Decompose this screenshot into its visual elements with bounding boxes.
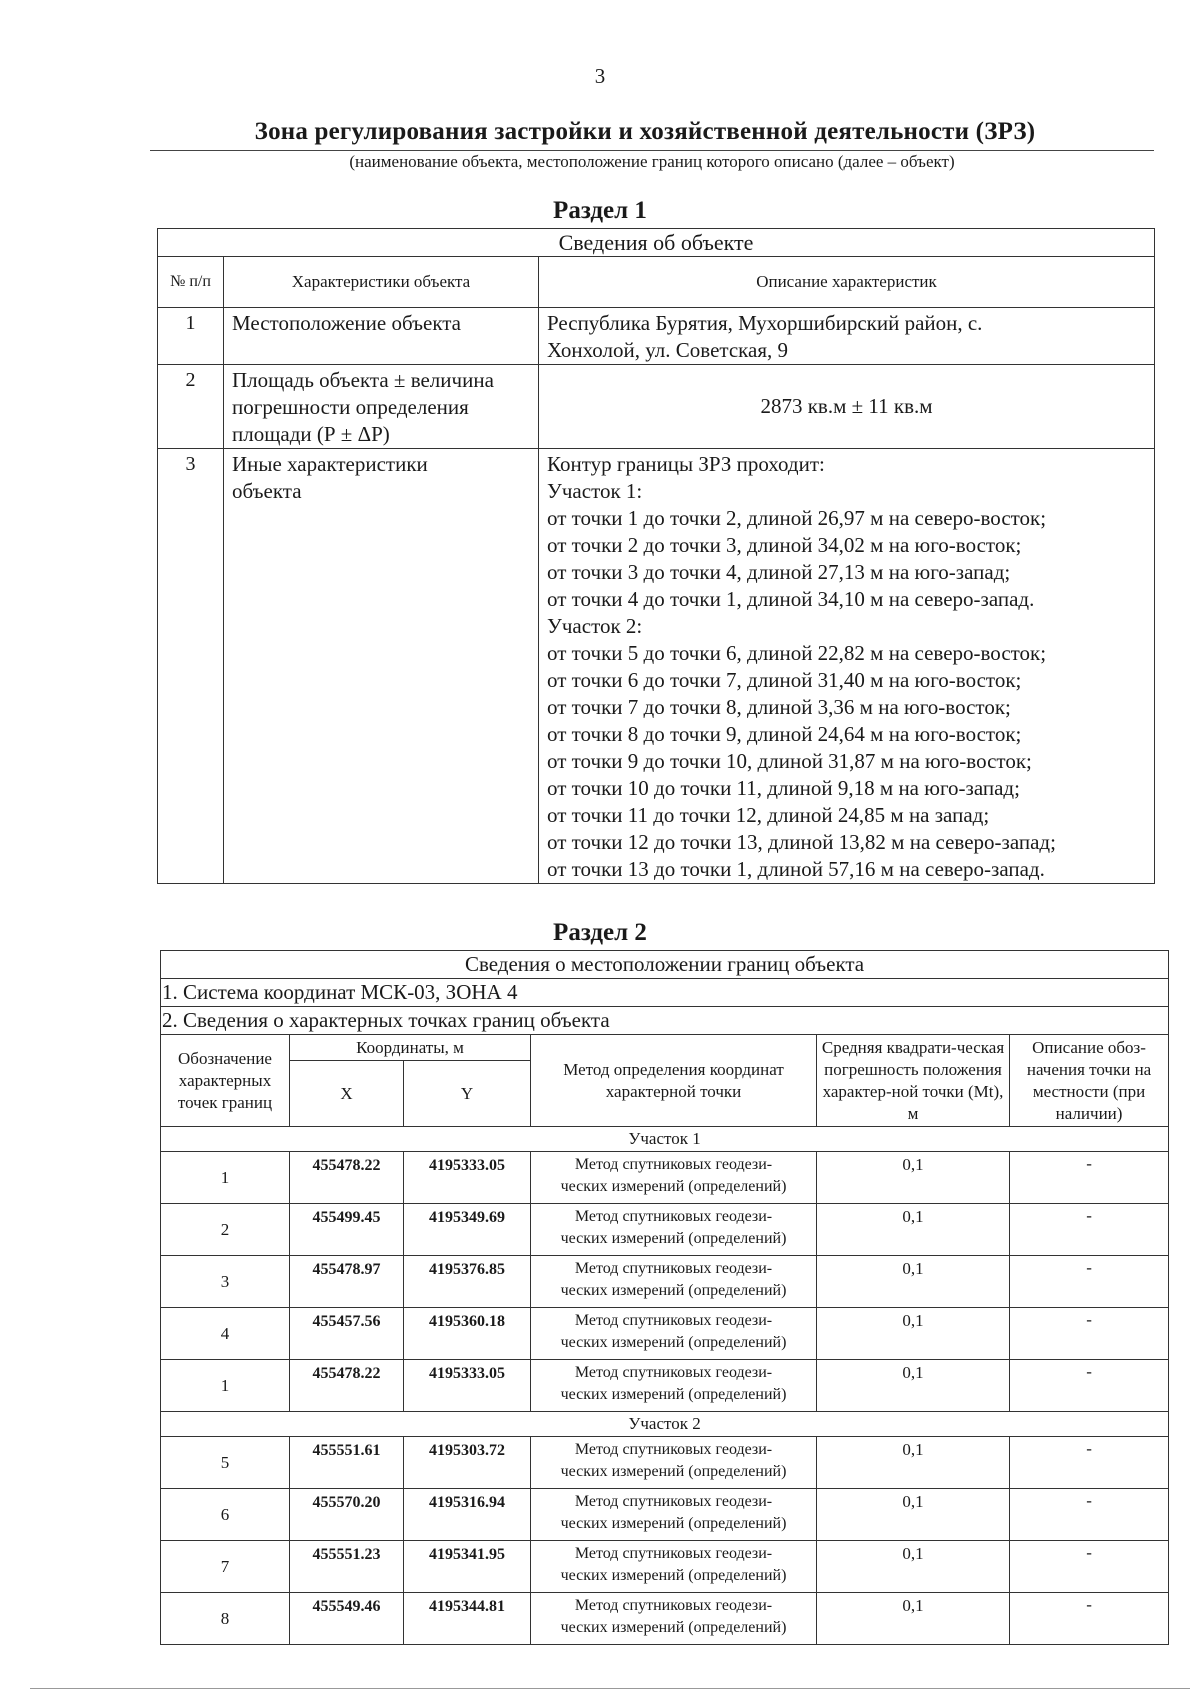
description-line: от точки 9 до точки 10, длиной 31,87 м на юго-восток; — [547, 749, 1032, 773]
table-row — [161, 1152, 1169, 1204]
table-row — [161, 1360, 1169, 1412]
method-line: ческих измерений (определений) — [560, 1463, 787, 1480]
row-description — [539, 308, 1155, 365]
coord-y: 4195344.81 — [404, 1593, 531, 1645]
point-id: 1 — [161, 1152, 290, 1204]
table-row — [161, 1256, 1169, 1308]
method-line: ческих измерений (определений) — [560, 1386, 787, 1403]
error-value: 0,1 — [817, 1593, 1010, 1645]
header-coordinates: Координаты, м — [290, 1035, 531, 1061]
method-cell — [531, 1204, 817, 1256]
error-value: 0,1 — [817, 1256, 1010, 1308]
method-cell — [531, 1256, 817, 1308]
marking-value: - — [1010, 1593, 1169, 1645]
header-designation: Обозначение характерных точек границ — [161, 1035, 290, 1127]
coord-x: 455499.45 — [290, 1204, 404, 1256]
coord-y: 4195360.18 — [404, 1308, 531, 1360]
method-cell — [531, 1593, 817, 1645]
row-characteristic — [224, 449, 539, 884]
table-row — [161, 1308, 1169, 1360]
method-line: Метод спутниковых геодези- — [574, 1208, 773, 1225]
description-line: от точки 4 до точки 1, длиной 34,10 м на северо-запад. — [547, 587, 1035, 611]
marking-value: - — [1010, 1489, 1169, 1541]
error-value: 0,1 — [817, 1360, 1010, 1412]
method-line: ческих измерений (определений) — [560, 1178, 787, 1195]
description-line: Хонхолой, ул. Советская, 9 — [547, 338, 789, 362]
characteristic-line: объекта — [232, 479, 302, 503]
marking-value: - — [1010, 1256, 1169, 1308]
coord-x: 455478.22 — [290, 1152, 404, 1204]
header-error: Средняя квадрати-ческая погрешность положения характер-ной точки (Mt), м — [817, 1035, 1010, 1127]
method-line: ческих измерений (определений) — [560, 1619, 787, 1636]
header-description: Описание характеристик — [539, 257, 1155, 308]
group-row — [161, 1412, 1169, 1437]
marking-value: - — [1010, 1308, 1169, 1360]
points-title: 2. Сведения о характерных точках границ объекта — [161, 1007, 1169, 1035]
description-line: от точки 10 до точки 11, длиной 9,18 м на юго-запад; — [547, 776, 1020, 800]
description-line: от точки 6 до точки 7, длиной 31,40 м на юго-восток; — [547, 668, 1022, 692]
section1-heading: Раздел 1 — [553, 197, 647, 224]
error-value: 0,1 — [817, 1308, 1010, 1360]
coord-x: 455549.46 — [290, 1593, 404, 1645]
description-line: от точки 2 до точки 3, длиной 34,02 м на юго-восток; — [547, 533, 1022, 557]
coord-y: 4195333.05 — [404, 1152, 531, 1204]
method-line: Метод спутниковых геодези- — [574, 1441, 773, 1458]
marking-value: - — [1010, 1204, 1169, 1256]
table-row — [161, 1541, 1169, 1593]
description-line: от точки 8 до точки 9, длиной 24,64 м на юго-восток; — [547, 722, 1022, 746]
header-y: Y — [404, 1061, 531, 1127]
location-band: Сведения о местоположении границ объекта — [161, 951, 1169, 979]
document-subtitle: (наименование объекта, местоположение границ которого описано (далее – объект) — [349, 152, 955, 171]
coord-x: 455551.61 — [290, 1437, 404, 1489]
method-line: Метод спутниковых геодези- — [574, 1597, 773, 1614]
method-line: ческих измерений (определений) — [560, 1282, 787, 1299]
description-line: от точки 3 до точки 4, длиной 27,13 м на юго-запад; — [547, 560, 1011, 584]
characteristic-line: площади (Р ± ΔР) — [232, 422, 390, 446]
row-num: 1 — [158, 308, 224, 365]
error-value: 0,1 — [817, 1541, 1010, 1593]
description-line: Участок 1: — [547, 479, 643, 503]
error-value: 0,1 — [817, 1489, 1010, 1541]
marking-value: - — [1010, 1152, 1169, 1204]
page-number: 3 — [594, 64, 606, 88]
point-id: 3 — [161, 1256, 290, 1308]
point-id: 6 — [161, 1489, 290, 1541]
method-line: Метод спутниковых геодези- — [574, 1156, 773, 1173]
method-cell — [531, 1360, 817, 1412]
point-id: 8 — [161, 1593, 290, 1645]
description-line: от точки 11 до точки 12, длиной 24,85 м на запад; — [547, 803, 990, 827]
row-num: 2 — [158, 365, 224, 449]
marking-value: - — [1010, 1437, 1169, 1489]
characteristic-line: Площадь объекта ± величина — [232, 368, 494, 392]
error-value: 0,1 — [817, 1152, 1010, 1204]
row-characteristic — [224, 365, 539, 449]
boundary-points-table — [160, 950, 1169, 1645]
coord-y: 4195349.69 — [404, 1204, 531, 1256]
coord-y: 4195376.85 — [404, 1256, 531, 1308]
characteristic-line: Иные характеристики — [232, 452, 428, 476]
coord-x: 455570.20 — [290, 1489, 404, 1541]
coord-y: 4195333.05 — [404, 1360, 531, 1412]
section2-heading: Раздел 2 — [553, 919, 647, 946]
point-id: 5 — [161, 1437, 290, 1489]
table-row — [161, 1437, 1169, 1489]
row-characteristic: Местоположение объекта — [224, 308, 539, 365]
header-characteristic: Характеристики объекта — [224, 257, 539, 308]
header-num — [158, 257, 224, 308]
description-line: Контур границы ЗРЗ проходит: — [547, 452, 825, 476]
method-line: Метод спутниковых геодези- — [574, 1312, 773, 1329]
group-label: Участок 2 — [161, 1412, 1169, 1437]
coord-x: 455478.22 — [290, 1360, 404, 1412]
title-underline — [150, 150, 1154, 151]
method-line: ческих измерений (определений) — [560, 1334, 787, 1351]
point-id: 2 — [161, 1204, 290, 1256]
method-line: ческих измерений (определений) — [560, 1567, 787, 1584]
header-marking: Описание обоз-начения точки на местности (при наличии) — [1010, 1035, 1169, 1127]
description-line: от точки 1 до точки 2, длиной 26,97 м на северо-восток; — [547, 506, 1047, 530]
error-value: 0,1 — [817, 1437, 1010, 1489]
area-value: 2873 кв.м ± 11 кв.м — [539, 365, 1155, 449]
description-line: от точки 7 до точки 8, длиной 3,36 м на юго-восток; — [547, 695, 1011, 719]
header-method: Метод определения координат характерной точки — [531, 1035, 817, 1127]
description-line: от точки 5 до точки 6, длиной 22,82 м на северо-восток; — [547, 641, 1047, 665]
header-x: X — [290, 1061, 404, 1127]
method-line: Метод спутниковых геодези- — [574, 1260, 773, 1277]
table-row — [161, 1593, 1169, 1645]
table-row — [161, 1489, 1169, 1541]
coord-x: 455551.23 — [290, 1541, 404, 1593]
coord-y: 4195303.72 — [404, 1437, 531, 1489]
error-value: 0,1 — [817, 1204, 1010, 1256]
method-line: Метод спутниковых геодези- — [574, 1493, 773, 1510]
method-line: ческих измерений (определений) — [560, 1230, 787, 1247]
coordinate-system: 1. Система координат МСК-03, ЗОНА 4 — [161, 979, 1169, 1007]
boundary-description — [539, 449, 1155, 884]
method-cell — [531, 1152, 817, 1204]
method-line: Метод спутниковых геодези- — [574, 1545, 773, 1562]
point-id: 7 — [161, 1541, 290, 1593]
object-info-table — [157, 228, 1155, 884]
marking-value: - — [1010, 1541, 1169, 1593]
object-info-band: Сведения об объекте — [158, 229, 1155, 257]
method-cell — [531, 1308, 817, 1360]
coord-x: 455478.97 — [290, 1256, 404, 1308]
point-id: 1 — [161, 1360, 290, 1412]
description-line: от точки 13 до точки 1, длиной 57,16 м на северо-запад. — [547, 857, 1045, 881]
coord-y: 4195341.95 — [404, 1541, 531, 1593]
description-line: Республика Бурятия, Мухоршибирский район, с. — [547, 311, 983, 335]
point-id: 4 — [161, 1308, 290, 1360]
method-line: ческих измерений (определений) — [560, 1515, 787, 1532]
row-num: 3 — [158, 449, 224, 884]
group-row — [161, 1127, 1169, 1152]
method-cell — [531, 1489, 817, 1541]
header-num-label: № п/п — [170, 273, 211, 290]
description-line: Участок 2: — [547, 614, 643, 638]
group-label: Участок 1 — [161, 1127, 1169, 1152]
document-title: Зона регулирования застройки и хозяйственной деятельности (ЗРЗ) — [254, 118, 1036, 145]
description-line: от точки 12 до точки 13, длиной 13,82 м на северо-запад; — [547, 830, 1056, 854]
method-cell — [531, 1437, 817, 1489]
coord-y: 4195316.94 — [404, 1489, 531, 1541]
bottom-rule — [30, 1688, 1190, 1689]
coord-x: 455457.56 — [290, 1308, 404, 1360]
table-row — [161, 1204, 1169, 1256]
method-line: Метод спутниковых геодези- — [574, 1364, 773, 1381]
characteristic-line: погрешности определения — [232, 395, 469, 419]
marking-value: - — [1010, 1360, 1169, 1412]
method-cell — [531, 1541, 817, 1593]
